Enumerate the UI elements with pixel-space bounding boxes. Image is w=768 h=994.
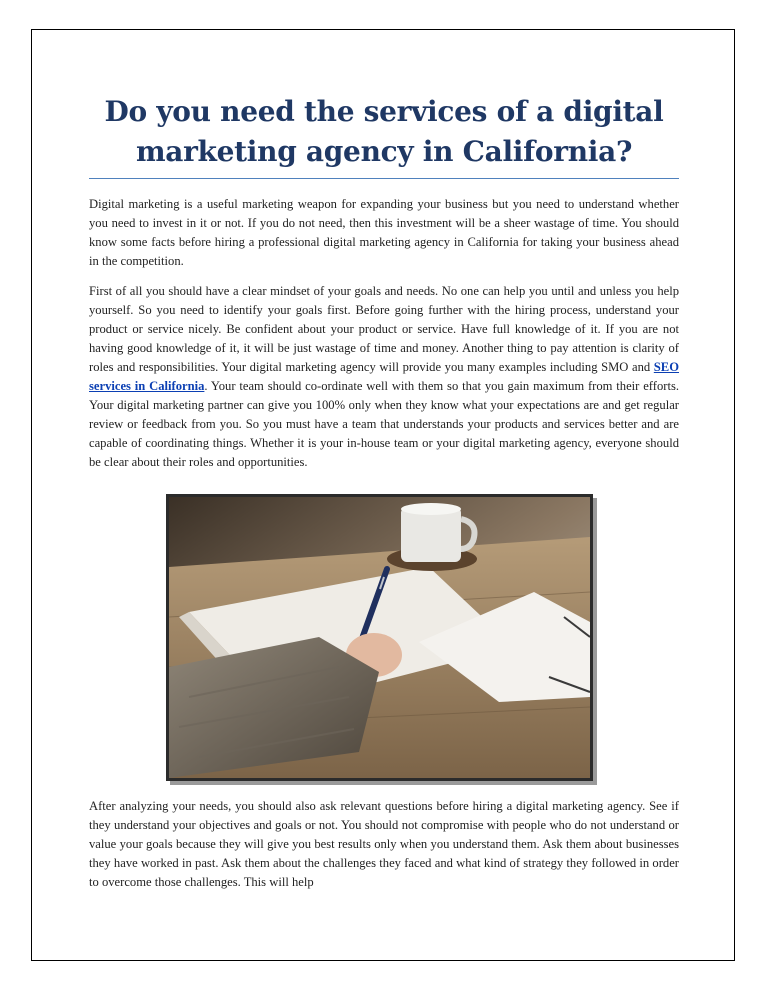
paragraph-goals-text-end: . Your team should co-ordinate well with them so that you gain maximum from their efforts. Your digital marketing partner can give you 100% only when they know what your expectations are and get regular review or feedback from you. So you must have a team that understands your products and services better and are capable of coordinating things. Whether it is your in-house team or your digital marketing agency, everyone should be clear about their roles and opportunities. xyxy=(89,379,679,469)
seo-services-link[interactable]: SEO services in California xyxy=(89,360,679,393)
paragraph-goals xyxy=(89,282,679,472)
paragraph-intro: Digital marketing is a useful marketing weapon for expanding your business but you need to understand whether you need to invest in it or not. If you do not need, then this investment will be a sheer wastage of time. You should know some facts before hiring a professional digital marketing agency in California for taking your business ahead in the competition. xyxy=(89,197,679,268)
paragraph-goals-text-start: First of all you should have a clear mindset of your goals and needs. No one can help you until and unless you help yourself. So you need to identify your goals first. Before going further with the hiring process, understand your product or service nicely. Be confident about your product or service. Have full knowledge of it. If you are not having good knowledge of it, it will be just wastage of time and money. Another thing to pay attention is clarity of roles and responsibilities. Your digital marketing agency will provide you many examples including SMO and xyxy=(89,284,679,374)
writing-desk-photo xyxy=(166,494,593,781)
document-body xyxy=(89,92,679,472)
page-title: Do you need the services of a digital marketing agency in California? xyxy=(89,92,679,179)
paragraph-questions: After analyzing your needs, you should also ask relevant questions before hiring a digital marketing agency. See if they understand your objectives and goals or not. You should not compromise with people who do not understand or value your goals because they will give you best results only when you understand them. Ask them about businesses they have worked in past. Ask them about the challenges they faced and what kind of strategy they followed in order to overcome those challenges. This will help xyxy=(89,799,679,889)
